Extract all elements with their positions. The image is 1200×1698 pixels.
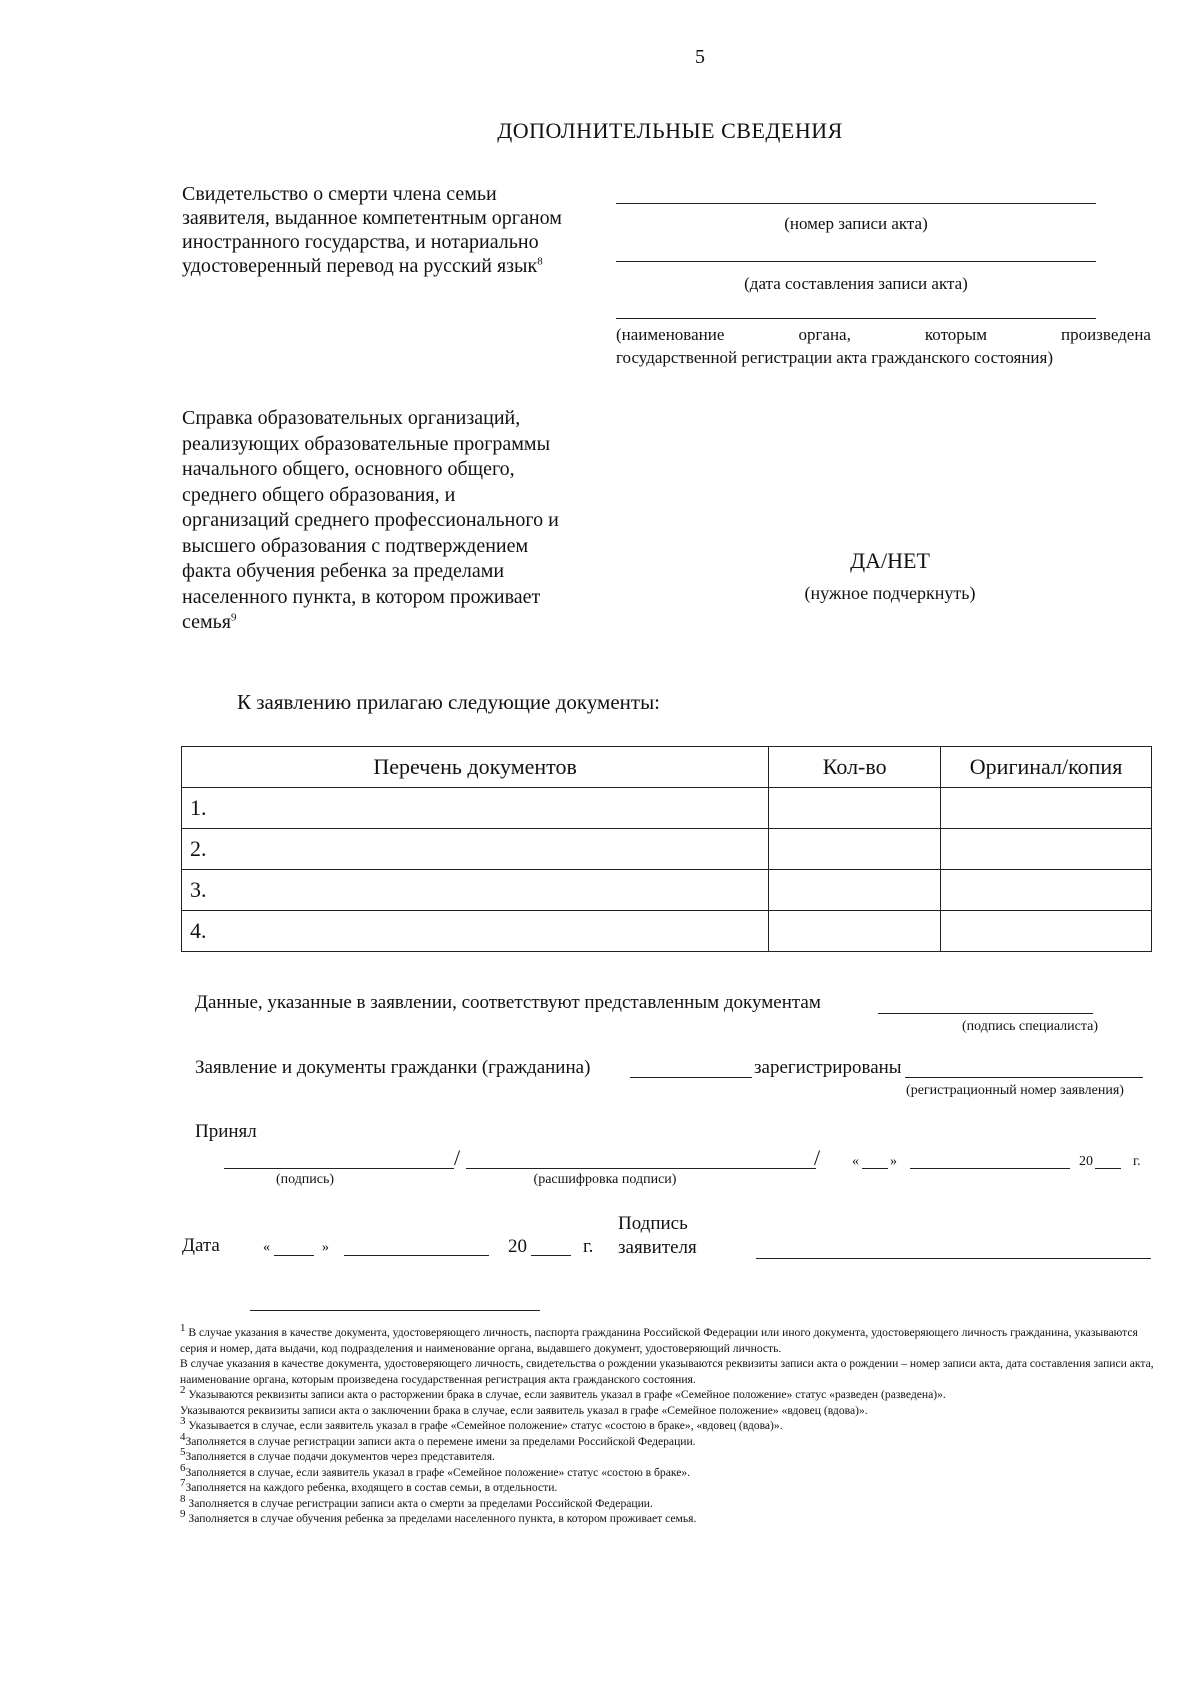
date-label: Дата — [182, 1235, 220, 1256]
footnote: $^4$Заполняется в случае регистрации записи акта о перемене имени за пределами Российской Федерации. — [180, 1430, 696, 1448]
education-line: Справка образовательных организаций, — [182, 407, 521, 429]
footnote: $^1$ В случае указания в качестве документа, удостоверяющего личность, паспорта гражданина Российской Федерации или иного документа, удостоверяющего личность гражданина, указываются серия и номер, дата выдачи, код подразделения и наименование органа, выдавшего документ, удостоверяющий личность. — [180, 1322, 1138, 1355]
quantity-cell[interactable] — [769, 829, 941, 870]
record-date-field[interactable] — [616, 261, 1096, 262]
record-number-caption: (номер записи акта) — [784, 214, 928, 233]
education-line: начального общего, основного общего, — [182, 458, 515, 480]
record-number-field[interactable] — [616, 203, 1096, 204]
applicant-month-field[interactable] — [344, 1255, 489, 1256]
col-header-documents: Перечень документов — [182, 747, 769, 788]
death-certificate-label — [182, 182, 622, 278]
quote-close: » — [322, 1240, 329, 1255]
original-copy-cell[interactable] — [941, 870, 1152, 911]
authority-caption — [616, 323, 1151, 369]
quote-close: » — [890, 1154, 897, 1169]
col-header-original-copy: Оригинал/копия — [941, 747, 1152, 788]
education-line: организаций среднего профессионального и — [182, 509, 559, 531]
accepted-month-field[interactable] — [910, 1168, 1070, 1169]
yes-no-option[interactable]: ДА/НЕТ — [850, 548, 930, 573]
year-suffix: г. — [583, 1236, 594, 1257]
quote-open: « — [852, 1154, 859, 1169]
table-header-row — [182, 747, 1152, 788]
original-copy-cell[interactable] — [941, 788, 1152, 829]
authority-caption-line2: государственной регистрации акта гражданского состояния) — [616, 348, 1053, 367]
footnote: $^8$ Заполняется в случае регистрации записи акта о смерти за пределами Российской Федерации. — [180, 1492, 653, 1510]
education-line: среднего общего образования, и — [182, 483, 456, 506]
original-copy-cell[interactable] — [941, 829, 1152, 870]
slash-separator: / — [814, 1145, 821, 1170]
footnote: $^5$Заполняется в случае подачи документов через представителя. — [180, 1446, 495, 1463]
page-number: 5 — [695, 46, 705, 68]
col-header-quantity: Кол-во — [769, 747, 941, 788]
quantity-cell[interactable] — [769, 911, 941, 952]
document-cell[interactable]: 3. — [182, 870, 769, 911]
accepted-day-field[interactable] — [862, 1168, 888, 1169]
document-cell[interactable]: 2. — [182, 829, 769, 870]
document-cell[interactable]: 4. — [182, 911, 769, 952]
footnotes — [180, 1322, 1155, 1527]
applicant-signature-field[interactable] — [756, 1258, 1151, 1259]
quantity-cell[interactable] — [769, 870, 941, 911]
applicant-day-field[interactable] — [274, 1255, 314, 1256]
footnote-number: 6 — [180, 1461, 186, 1474]
footnote-ref: 8 — [537, 255, 543, 268]
footnote: $^6$Заполняется в случае, если заявитель указал в графе «Семейное положение» статус «состою в браке». — [180, 1461, 691, 1479]
education-line: высшего образования с подтверждением — [182, 534, 529, 557]
education-certificate-label — [182, 406, 622, 636]
accepted-label: Принял — [195, 1121, 257, 1142]
quantity-cell[interactable] — [769, 788, 941, 829]
accepted-signature-field[interactable] — [224, 1168, 454, 1169]
footnote: $^2$ Указываются реквизиты записи акта о расторжении брака в случае, если заявитель указал в графе «Семейное положение» статус «разведен (разведена)». — [180, 1384, 946, 1401]
footnote-separator — [250, 1310, 540, 1311]
footnote-number: 4 — [180, 1430, 186, 1443]
applicant-signature-label: Подпись заявителя — [618, 1213, 697, 1258]
death-certificate-line: заявителя, выданное компетентным органом — [182, 207, 562, 229]
footnote-ref: 9 — [230, 611, 237, 624]
accepted-decoding-caption: (расшифровка подписи) — [533, 1172, 677, 1187]
accepted-signature-caption: (подпись) — [275, 1172, 335, 1187]
footnote-number: 2 — [180, 1384, 186, 1397]
original-copy-cell[interactable] — [941, 911, 1152, 952]
table-row — [182, 870, 1152, 911]
death-certificate-line: иностранного государства, и нотариально — [182, 231, 539, 253]
death-certificate-line: Свидетельство о смерти члена семьи — [182, 183, 497, 205]
section-title: ДОПОЛНИТЕЛЬНЫЕ СВЕДЕНИЯ — [497, 118, 843, 143]
record-date-caption: (дата составления записи акта) — [744, 274, 968, 293]
yes-no-caption: (нужное подчеркнуть) — [804, 583, 976, 603]
citizen-name-field[interactable] — [630, 1077, 752, 1078]
verification-statement: Данные, указанные в заявлении, соответствуют представленным документам — [195, 992, 821, 1013]
footnote-number: 7 — [180, 1477, 186, 1490]
registration-number-field[interactable] — [905, 1077, 1143, 1078]
year-suffix: г. — [1133, 1154, 1141, 1169]
footnote: Указываются реквизиты записи акта о заключении брака в случае, если заявитель указал в графе «Семейное положение» «вдовец (вдова)». — [180, 1403, 868, 1417]
year-prefix: 20 — [508, 1236, 527, 1257]
education-line: факта обучения ребенка за пределами — [182, 560, 505, 582]
accepted-decoding-field[interactable] — [466, 1168, 816, 1169]
footnote-number: 1 — [180, 1322, 186, 1335]
education-line: семья$^9$ — [182, 611, 237, 633]
table-row — [182, 788, 1152, 829]
footnote: $^9$ Заполняется в случае обучения ребенка за пределами населенного пункта, в котором проживает семья. — [180, 1508, 697, 1525]
death-certificate-line: удостоверенный перевод на русский язык$^8$ — [182, 255, 543, 277]
accepted-year-field[interactable] — [1095, 1168, 1121, 1169]
table-row — [182, 829, 1152, 870]
slash-separator: / — [454, 1145, 461, 1170]
specialist-signature-caption: (подпись специалиста) — [961, 1019, 1099, 1034]
footnote: В случае указания в качестве документа, удостоверяющего личность, свидетельства о рождении указываются реквизиты записи акта о рождении – номер записи акта, дата составления записи акта, наименование органа, которым произведена государственная регистрация акта гражданского состояния. — [180, 1357, 1154, 1386]
registration-text-2: зарегистрированы — [754, 1057, 902, 1078]
education-line: реализующих образовательные программы — [182, 432, 551, 455]
authority-field[interactable] — [616, 318, 1096, 319]
footnote: $^7$Заполняется на каждого ребенка, входящего в состав семьи, в отдельности. — [180, 1477, 558, 1494]
footnote-number: 9 — [180, 1508, 186, 1521]
documents-table — [181, 746, 1152, 952]
registration-text-1: Заявление и документы гражданки (гражданина) — [195, 1057, 591, 1078]
education-line: населенного пункта, в котором проживает — [182, 585, 541, 608]
footnote-number: 3 — [180, 1415, 186, 1428]
footnote-number: 8 — [180, 1492, 186, 1505]
footnote: $^3$ Указывается в случае, если заявитель указал в графе «Семейное положение» статус «состою в браке», «вдовец (вдова)». — [180, 1415, 783, 1432]
table-row — [182, 911, 1152, 952]
authority-caption-line1: (наименование органа, которым произведена — [616, 325, 1151, 344]
year-prefix: 20 — [1079, 1154, 1093, 1169]
applicant-year-field[interactable] — [531, 1255, 571, 1256]
footnote-number: 5 — [180, 1446, 186, 1459]
document-cell[interactable]: 1. — [182, 788, 769, 829]
quote-open: « — [263, 1240, 270, 1255]
registration-number-caption: (регистрационный номер заявления) — [906, 1083, 1124, 1098]
specialist-signature-field[interactable] — [878, 1013, 1093, 1014]
attachments-intro: К заявлению прилагаю следующие документы: — [237, 690, 661, 714]
